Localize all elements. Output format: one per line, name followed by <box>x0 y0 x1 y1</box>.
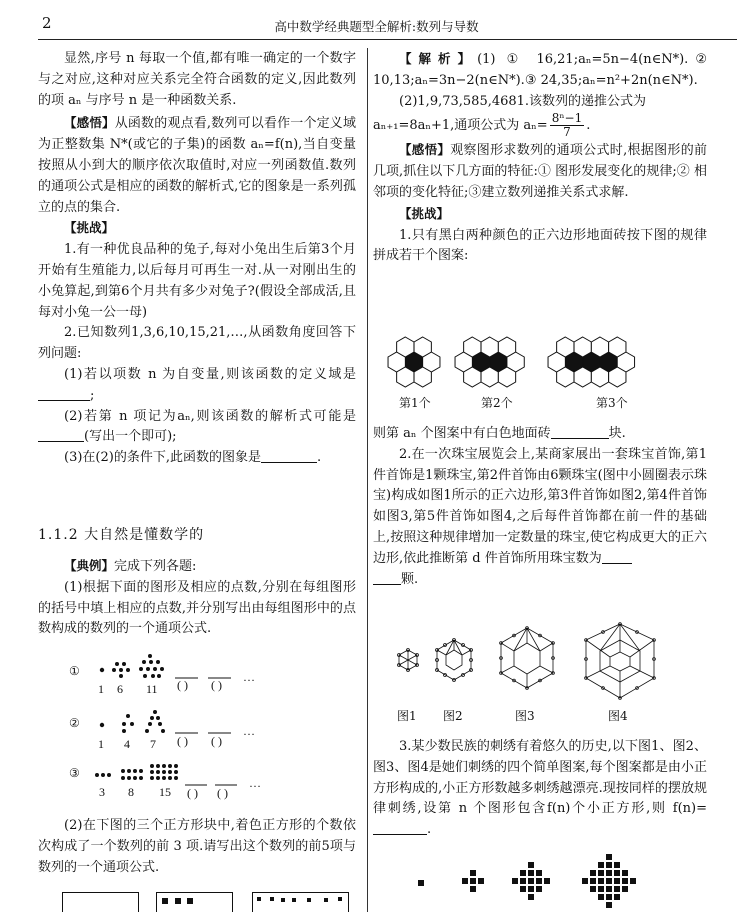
embroidery-fig-1 <box>418 880 424 886</box>
jiexi-formula: aₙ₊₁=8aₙ+1,通项公式为 aₙ= $\frac{\text{8ⁿ−1}}{7}$ . <box>373 111 591 140</box>
hex-pattern-1 <box>388 337 440 387</box>
jewelry-caption-4: 图4 <box>608 709 628 723</box>
row-2-blank-2: ( ) <box>211 734 222 748</box>
row-1-num-1: 1 <box>98 682 104 696</box>
right-column-3 <box>373 737 707 841</box>
row-2-num-2: 4 <box>124 737 130 751</box>
jiexi-2: (2)1,9,73,585,4681.该数列的递推公式为 <box>399 93 647 109</box>
row-3-blank-1: ( ) <box>187 786 198 800</box>
row-2-num-1: 1 <box>98 737 104 751</box>
question-2-2 <box>38 407 356 449</box>
embroidery-fig-4 <box>582 854 636 908</box>
jiexi-label: 【解析】 <box>399 51 478 66</box>
hex-caption-3: 第3个 <box>596 396 628 410</box>
fraction-numerator: 8ⁿ−1 <box>551 111 583 126</box>
question-1: 1.有一种优良品种的兔子,每对小兔出生后第3个月开始有生殖能力,以后每月可再生一对.从一对刚出生的小兔算起,到第6个月共有多少对兔子?(假设全部成活,且每对小兔一公一母) <box>38 242 356 320</box>
challenge-3-text: 3.某少数民族的刺绣有着悠久的历史,以下图1、图2、图3、图4是她们刺绣的四个简单图案,每个图案都是由小正方形构成的,小正方形数越多刺绣越漂亮.现按同样的摆放规律刺绣,设第 n 个图形包含f(n)个小正方形,则 f(n)= <box>373 739 707 817</box>
dianli-q2: (2)在下图的三个正方形块中,着色正方形的个数依次构成了一个数列的前 3 项.请写出这个数列的前5项与数列的一个通项公式. <box>38 818 356 875</box>
fraction <box>550 112 585 139</box>
hex-caption-1: 第1个 <box>399 396 431 410</box>
ganwu-right <box>373 140 707 203</box>
jewelry-caption-3: 图3 <box>515 709 535 723</box>
row-1-num-3: 11 <box>146 682 158 696</box>
running-header: 高中数学经典题型全解析:数列与导数 <box>274 19 479 34</box>
dianli <box>38 556 356 578</box>
jewelry-fig-2 <box>436 639 473 682</box>
challenge-3-end: . <box>427 822 432 838</box>
question-2-3: (3)在(2)的条件下,此函数的图象是 . <box>64 450 322 466</box>
row-3-num-1: 3 <box>99 785 105 799</box>
question-2: 2.已知数列1,3,6,10,15,21,…,从函数角度回答下列问题: <box>38 325 356 362</box>
row-label-1: ① <box>69 664 80 678</box>
hex-caption-2: 第2个 <box>481 396 513 410</box>
fraction-denominator: 7 <box>563 125 571 140</box>
dianli-label: 【典例】 <box>64 558 115 573</box>
embroidery-figure <box>410 848 670 912</box>
answer-blank <box>373 570 401 585</box>
challenge-2-end-text: 颗. <box>401 571 419 587</box>
dianli-q1: (1)根据下面的图形及相应的点数,分别在每组图形的括号中填上相应的点数,并分别写出由每组图形中的点数构成的数列的一个通项公式. <box>38 579 356 637</box>
embroidery-fig-2 <box>462 870 484 892</box>
q2-2-text: (2)若第 n 项记为aₙ,则该函数的解析式可能是 <box>64 408 356 424</box>
row-1-blank-2: ( ) <box>211 678 222 692</box>
challenge-3 <box>373 737 707 841</box>
jewelry-fig-3 <box>500 627 555 690</box>
row-1-ellipsis: … <box>243 670 255 684</box>
row-3-num-3: 15 <box>159 785 171 799</box>
row-2-ellipsis: … <box>243 724 255 738</box>
section-title: 1.1.2 大自然是懂数学的 <box>38 527 205 543</box>
q2-1-text: (1)若以项数 n 为自变量,则该函数的定义域是 <box>64 366 356 382</box>
jewelry-fig-1 <box>398 649 419 672</box>
row-2-num-3: 7 <box>150 737 156 751</box>
tiaozhan-label: 【挑战】 <box>64 220 115 236</box>
ganwu-label: 【感悟】 <box>64 115 115 131</box>
challenge-2-end <box>373 570 707 591</box>
left-column <box>38 49 356 469</box>
left-column-2 <box>38 556 356 640</box>
paragraph-intro: 显然,序号 n 每取一个值,都有唯一确定的一个数字与之对应,这种对应关系完全符合函数的定义,因此数列的项 aₙ 与序号 n 是一种函数关系. <box>38 51 356 108</box>
jewelry-caption-2: 图2 <box>443 709 463 723</box>
row-2-blank-1: ( ) <box>177 734 188 748</box>
answer-blank <box>602 549 632 564</box>
answer-blank <box>551 424 609 439</box>
page-number: 2 <box>42 14 52 32</box>
ganwu-text: 从函数的观点看,数列可以看作一个定义域为正整数集 N*(或它的子集)的函数 aₙ=f(n),当自变量按照从小到大的顺序依次取值时,对应一列函数值.数列的通项公式是相应的函数的解析式,它的图象是一系列孤立的点的集合. <box>38 116 356 215</box>
ganwu-label: 【感悟】 <box>399 142 451 158</box>
jiexi-formula-text: aₙ₊₁=8aₙ+1,通项公式为 aₙ= <box>373 118 548 134</box>
q2-2-note: (写出一个即可); <box>84 429 177 445</box>
hex-pattern-3 <box>548 337 635 387</box>
row-1-blank-1: ( ) <box>177 678 188 692</box>
square-blocks-figure <box>62 886 352 912</box>
left-column-3 <box>38 816 356 878</box>
tiaozhan-left-label <box>38 218 356 240</box>
hexagon-tiles-figure <box>386 334 686 390</box>
tiaozhan-right-label <box>373 204 707 226</box>
row-3-blank-2: ( ) <box>217 786 228 800</box>
challenge-1-answer <box>373 424 707 445</box>
jiexi <box>373 49 707 92</box>
hex-pattern-2 <box>455 337 524 387</box>
challenge-1-end: 块. <box>608 426 626 441</box>
jewelry-figure <box>392 622 692 704</box>
jewelry-fig-4 <box>585 623 656 700</box>
row-label-3: ③ <box>69 766 80 780</box>
header-rule <box>38 39 737 40</box>
tiaozhan-label: 【挑战】 <box>399 205 450 221</box>
answer-blank <box>373 820 427 835</box>
embroidery-fig-3 <box>512 862 550 900</box>
row-label-2: ② <box>69 716 80 730</box>
jiexi-text-1: (1) ① 16,21;aₙ=5n−4(n∈N*).② 10,13;aₙ=3n−2(n∈N*).③ 24,35;aₙ=n²+2n(n∈N*). <box>373 52 707 88</box>
row-3-ellipsis: … <box>249 776 261 790</box>
challenge-2 <box>373 445 707 570</box>
answer-blank <box>261 448 317 463</box>
challenge-2-text: 2.在一次珠宝展览会上,某商家展出一套珠宝首饰,第1件首饰是1颗珠宝,第2件首饰由6颗珠宝(图中小圆圈表示珠宝)构成如图1所示的正六边形,第3件首饰如图2,第4件首饰如图3,第5件首饰如图4,之后每件首饰都在前一件的基础上,按照这种规律增加一定数量的珠宝,使它构成更大的正六边形,依此推断第 d 件首饰所用珠宝数为 <box>373 446 707 566</box>
challenge-1: 1.只有黑白两种颜色的正六边形地面砖按下图的规律拼成若干个图案: <box>373 227 707 264</box>
jewelry-caption-1: 图1 <box>397 709 417 723</box>
ganwu-left <box>38 113 356 218</box>
challenge-1-text: 则第 aₙ 个图案中有白色地面砖 <box>373 426 551 441</box>
column-divider <box>367 48 368 912</box>
q2-3-text: (3)在(2)的条件下,此函数的图象是 <box>64 450 261 466</box>
answer-blank <box>38 386 90 401</box>
row-3-num-2: 8 <box>128 785 134 799</box>
dianli-text: 完成下列各题: <box>114 559 197 574</box>
right-column <box>373 49 707 267</box>
right-column-2 <box>373 424 707 590</box>
answer-blank <box>38 427 84 442</box>
ganwu-text: 观察图形求数列的通项公式时,根据图形的前几项,抓住以下几方面的特征:① 图形发展变化的规律;② 相邻项的变化特征;③建立数列递推关系式求解. <box>373 143 707 200</box>
question-2-1: (1)若以项数 n 为自变量,则该函数的定义域是; <box>38 365 356 407</box>
row-1-num-2: 6 <box>117 682 123 696</box>
